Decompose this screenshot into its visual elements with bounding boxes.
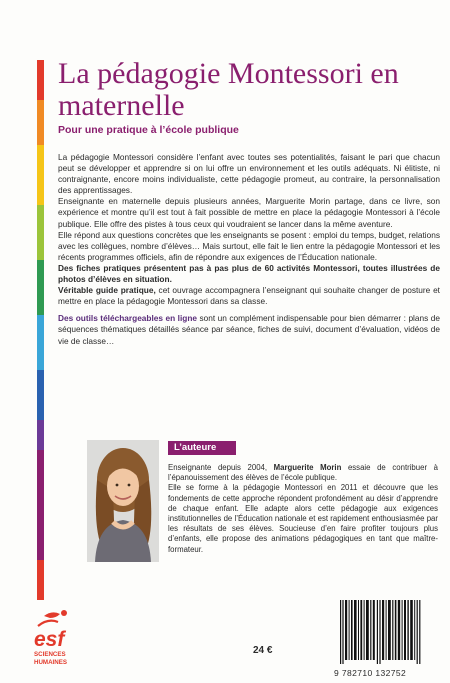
publisher-logo-text: esf bbox=[34, 628, 65, 651]
paragraph-practical-questions: Elle répond aux questions concrètes que les enseignants se posent : emploi du temps, budget, relations avec les collègues, nombre d’élèves… Mais surtout, elle fait le lien entre la pédagogie Montessori et les récents programmes officiels, afin de répondre aux exigences de l’Éducation nationale. bbox=[58, 229, 440, 262]
paragraph-practical-sheets: Des fiches pratiques présentent pas à pas plus de 60 activités Montessori, toutes illustrées de photos d’élèves en situation. bbox=[58, 262, 440, 285]
price-label: 24 € bbox=[253, 645, 273, 656]
author-bio-pre: Enseignante depuis 2004, bbox=[168, 463, 274, 472]
publisher-logo-sciences: SCIENCES bbox=[34, 651, 66, 658]
guide-bold: Véritable guide pratique, bbox=[58, 285, 156, 296]
author-bio-training: Elle se forme à la pédagogie Montessori en 2011 et découvre que les fondements de cette approche répondent profondément au désir d’apprendre de chaque enfant. Elle adapte alors cette pédagogie aux exigences institutionnelles de l’Éducation nationale et est rapidement enthousiasmée par les résultats de ses élèves. Soucieuse d’en faire profiter toujours plus d’enfants, elle propose des animations pédagogiques en tant que maître-formateur. bbox=[168, 483, 438, 554]
downloads-bold: Des outils téléchargeables en ligne bbox=[58, 313, 198, 324]
publisher-logo bbox=[30, 608, 80, 668]
publisher-logo-humaines: HUMAINES bbox=[34, 659, 68, 666]
book-subtitle: Pour une pratique à l’école publique bbox=[58, 124, 239, 136]
book-title: La pédagogie Montessori en maternelle bbox=[58, 57, 399, 122]
stripe-magenta bbox=[37, 450, 44, 560]
stripe-red bbox=[37, 60, 44, 100]
author-section-header: L’auteure bbox=[168, 441, 236, 455]
paragraph-downloads bbox=[58, 313, 440, 346]
stripe-green bbox=[37, 260, 44, 315]
stripe-lightblue bbox=[37, 315, 44, 370]
author-bio-post: essaie de contribuer à l’épanouissement des élèves de l’école publique. bbox=[168, 463, 438, 483]
stripe-blue bbox=[37, 370, 44, 420]
paragraph-intro: La pédagogie Montessori considère l’enfant avec toutes ses potentialités, faisant le pari que chacun peut se développer et apprendre si on lui offre un environnement et les outils adéquats. Ni élitiste, ni contraignante, encore moins individualiste, cette pédagogie promeut, au contraire, la personnalisation des apprentissages. bbox=[58, 152, 440, 196]
paragraph-guide bbox=[58, 285, 440, 307]
isbn-number: 9 782710 132752 bbox=[334, 668, 407, 678]
paragraph-author-experience: Enseignante en maternelle depuis plusieurs années, Marguerite Morin partage, dans ce livre, son expérience et montre qu’il est tout à fait possible de mettre en place la pédagogie Montessori à l’école publique. Elle offre des pistes à tous ceux qui voudraient se lancer dans la même aventure. bbox=[58, 196, 440, 229]
stripe-yellow bbox=[37, 145, 44, 205]
author-biography bbox=[168, 463, 438, 555]
guide-rest: cet ouvrage accompagnera l’enseignant qui souhaite changer de posture et mettre en place la pédagogie Montessori dans sa classe. bbox=[58, 285, 440, 307]
stripe-red-bottom bbox=[37, 560, 44, 600]
stripe-orange bbox=[37, 100, 44, 145]
author-bio-intro bbox=[168, 463, 438, 483]
isbn-barcode bbox=[340, 600, 422, 664]
downloads-rest: sont un complément indispensable pour bien démarrer : plans de séquences thématiques détaillés séance par séance, fiches de suivi, document d’évaluation, vidéos de vie de classe… bbox=[58, 313, 440, 346]
author-name: Marguerite Morin bbox=[273, 463, 342, 472]
back-cover-description bbox=[58, 152, 440, 347]
stripe-lightgreen bbox=[37, 205, 44, 260]
stripe-purple bbox=[37, 420, 44, 450]
author-photo bbox=[87, 440, 159, 562]
